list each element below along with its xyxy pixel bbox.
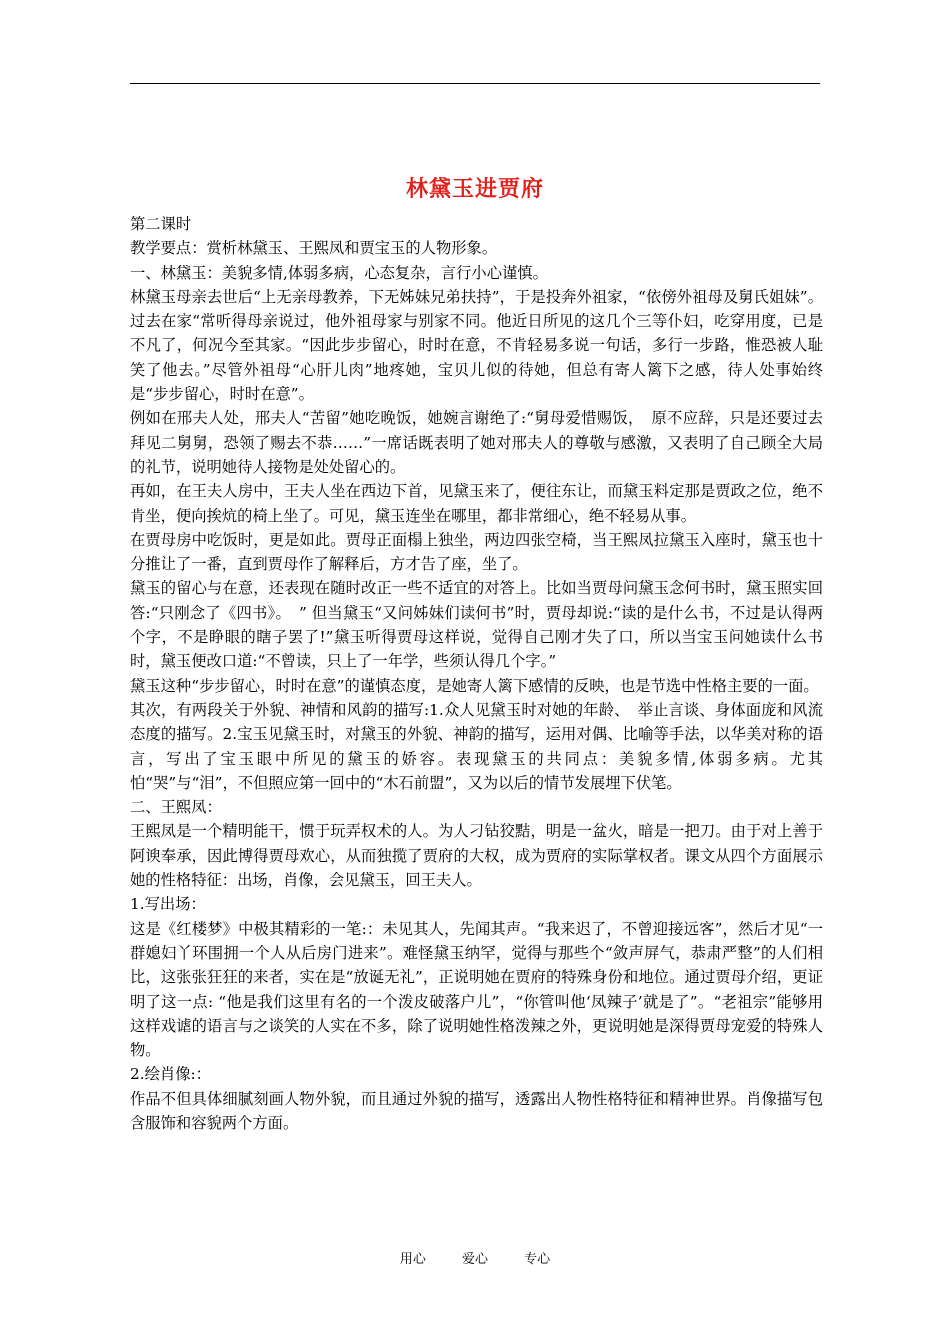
- paragraph: 黛玉的留心与在意，还表现在随时改正一些不适宜的对答上。比如当贾母问黛玉念何书时，黛玉照实回答:“只刚念了《四书》。 ” 但当黛玉“又问姊妹们读何书”时，贾母却说:“读的是什么书，不过是认得两个字，不是睁眼的瞎子罢了!”黛玉听得贾母这样说，觉得自己刚才失了口，所以当宝玉问她读什么书时，黛玉便改口道:“不曾读，只上了一年学，些须认得几个字。”: [130, 579, 823, 671]
- paragraph: 其次，有两段关于外貌、神情和风韵的描写:1.众人见黛玉时对她的年龄、 举止言谈、身体面庞和风流态度的描写。2.宝玉见黛玉时，对黛玉的外貌、神韵的描写，运用对偶、比喻等手法，以华美对称的语言，写出了宝玉眼中所见的黛玉的娇容。表现黛玉的共同点：美貌多情,体弱多病。尤其怕“哭”与“泪”，不但照应第一回中的“木石前盟”，又为以后的情节发展埋下伏笔。: [130, 700, 823, 792]
- subsection-heading: 2.绘肖像:：: [130, 1065, 211, 1084]
- footer-text: 用心: [399, 1252, 426, 1267]
- page-footer: [0, 1248, 950, 1267]
- paragraph: 再如，在王夫人房中，王夫人坐在西边下首，见黛玉来了，便往东让，而黛玉料定那是贾政之位，绝不肯坐，便向挨炕的椅上坐了。可见，黛玉连坐在哪里，都非常细心，绝不轻易从事。: [130, 482, 823, 525]
- paragraph: 教学要点：赏析林黛玉、王熙凤和贾宝玉的人物形象。: [130, 239, 498, 258]
- paragraph: 林黛玉母亲去世后“上无亲母教养，下无姊妹兄弟扶持”，于是投奔外祖家，“依傍外祖母及舅氏姐妹”。过去在家“常听得母亲说过，他外祖母家与别家不同。他近日所见的这几个三等仆妇，吃穿用度，已是不凡了，何况今至其家。“因此步步留心，时时在意，不肯轻易多说一句话，多行一步路，惟恐被人耻笑了他去。”尽管外祖母“心肝儿肉”地疼她，宝贝儿似的待她，但总有寄人篱下之感，待人处事始终是“步步留心，时时在意”。: [130, 287, 823, 404]
- paragraph: 黛玉这种“步步留心，时时在意”的谨慎态度，是她寄人篱下感情的反映，也是节选中性格主要的一面。: [130, 676, 819, 695]
- paragraph: 在贾母房中吃饭时，更是如此。贾母正面榻上独坐，两边四张空椅，当王熙凤拉黛玉入座时，黛玉也十分推让了一番，直到贾母作了解释后，方才告了座，坐了。: [130, 530, 823, 574]
- paragraph: 这是《红楼梦》中极其精彩的一笔:：未见其人，先闻其声。“我来迟了，不曾迎接远客”，然后才见“一群媳妇丫环围拥一个人从后房门进来”。难怪黛玉纳罕，觉得与那些个“敛声屏气，恭肃严整”的人们相比，这张张狂狂的来者，实在是“放诞无礼”，正说明她在贾府的特殊身份和地位。通过贾母介绍，更证明了这一点: “他是我们这里有名的一个泼皮破落户儿”，“你管叫他‘凤辣子’就是了”。“老祖宗”能够用这样戏谑的语言与之谈笑的人实在不多，除了说明她性格泼辣之外，更说明她是深得贾母宠爱的特殊人物。: [130, 919, 823, 1060]
- paragraph: 作品不但具体细腻刻画人物外貌，而且通过外貌的描写，透露出人物性格特征和精神世界。肖像描写包含服饰和容貌两个方面。: [130, 1089, 823, 1132]
- footer-text: 专心: [524, 1252, 551, 1267]
- paragraph: 王熙凤是一个精明能干，惯于玩弄权术的人。为人刁钻狡黠，明是一盆火，暗是一把刀。由于对上善于阿谀奉承，因此博得贾母欢心，从而独揽了贾府的大权，成为贾府的实际掌权者。课文从四个方面展示她的性格特征：出场，肖像，会见黛玉，回王夫人。: [130, 822, 823, 890]
- header-rule: [130, 83, 820, 84]
- document-body: [130, 212, 823, 1135]
- subsection-heading: 1.写出场：: [130, 895, 206, 914]
- footer-text: 爱心: [461, 1252, 488, 1267]
- paragraph: 一、林黛玉：美貌多情,体弱多病，心态复杂，言行小心谨慎。: [130, 263, 548, 282]
- document-title: 林黛玉进贾府: [405, 177, 544, 202]
- paragraph: 第二课时: [130, 215, 192, 233]
- paragraph: 例如在邢夫人处，邢夫人“苦留”她吃晚饭，她婉言谢绝了:“舅母爱惜赐饭， 原不应辞，只是还要过去拜见二舅舅，恐领了赐去不恭……”一席话既表明了她对邢夫人的尊敬与感激，又表明了自己顾全大局的礼节，说明她待人接物是处处留心的。: [130, 409, 823, 476]
- section-heading: 二、王熙凤：: [130, 798, 222, 817]
